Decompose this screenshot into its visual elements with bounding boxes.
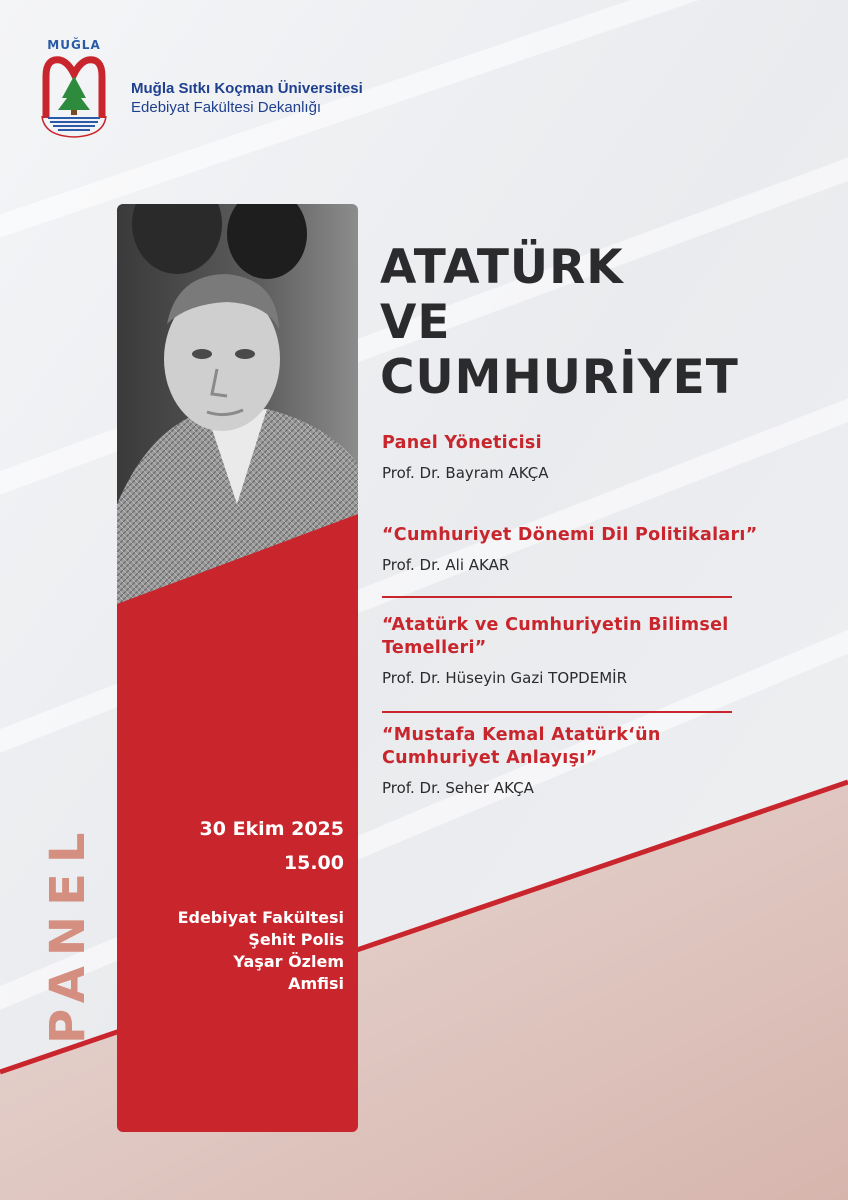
venue-line: Edebiyat Fakültesi [177, 908, 344, 927]
moderator-name: Prof. Dr. Bayram AKÇA [382, 464, 549, 482]
university-logo [34, 38, 114, 138]
talk-speaker: Prof. Dr. Seher AKÇA [382, 779, 534, 797]
moderator-block [382, 432, 832, 482]
event-time: 15.00 [283, 852, 344, 874]
moderator-heading: Panel Yöneticisi [382, 433, 542, 453]
talk-speaker: Prof. Dr. Hüseyin Gazi TOPDEMİR [382, 669, 628, 687]
title-line: VE [380, 295, 451, 350]
talk-title: “Atatürk ve Cumhuriyetin Bilimsel [382, 615, 729, 635]
event-date: 30 Ekim 2025 [199, 818, 344, 840]
talk-title: “Mustafa Kemal Atatürk‘ün [382, 725, 661, 745]
talk-item [382, 614, 832, 687]
event-venue [130, 907, 344, 995]
talk-speaker: Prof. Dr. Ali AKAR [382, 556, 510, 574]
talk-item [382, 524, 832, 574]
title-line: CUMHURİYET [380, 350, 739, 405]
venue-line: Amfisi [288, 974, 344, 993]
faculty-name: Edebiyat Fakültesi Dekanlığı [131, 99, 322, 116]
university-header [131, 80, 363, 116]
venue-line: Şehit Polis [248, 930, 344, 949]
title-line: ATATÜRK [380, 240, 624, 295]
university-name: Muğla Sıtkı Koçman Üniversitesi [131, 80, 363, 97]
talk-title: “Cumhuriyet Dönemi Dil Politikaları” [382, 525, 758, 545]
divider [382, 596, 732, 598]
talk-title-cont: Cumhuriyet Anlayışı” [382, 748, 598, 768]
talk-title-cont: Temelleri” [382, 638, 487, 658]
divider [382, 711, 732, 713]
event-title [380, 240, 739, 405]
talk-item [382, 724, 832, 797]
logo-emblem-icon [38, 52, 110, 138]
side-label: PANEL [40, 822, 96, 1044]
logo-wordmark: MUĞLA [47, 38, 101, 52]
venue-line: Yaşar Özlem [233, 952, 344, 971]
